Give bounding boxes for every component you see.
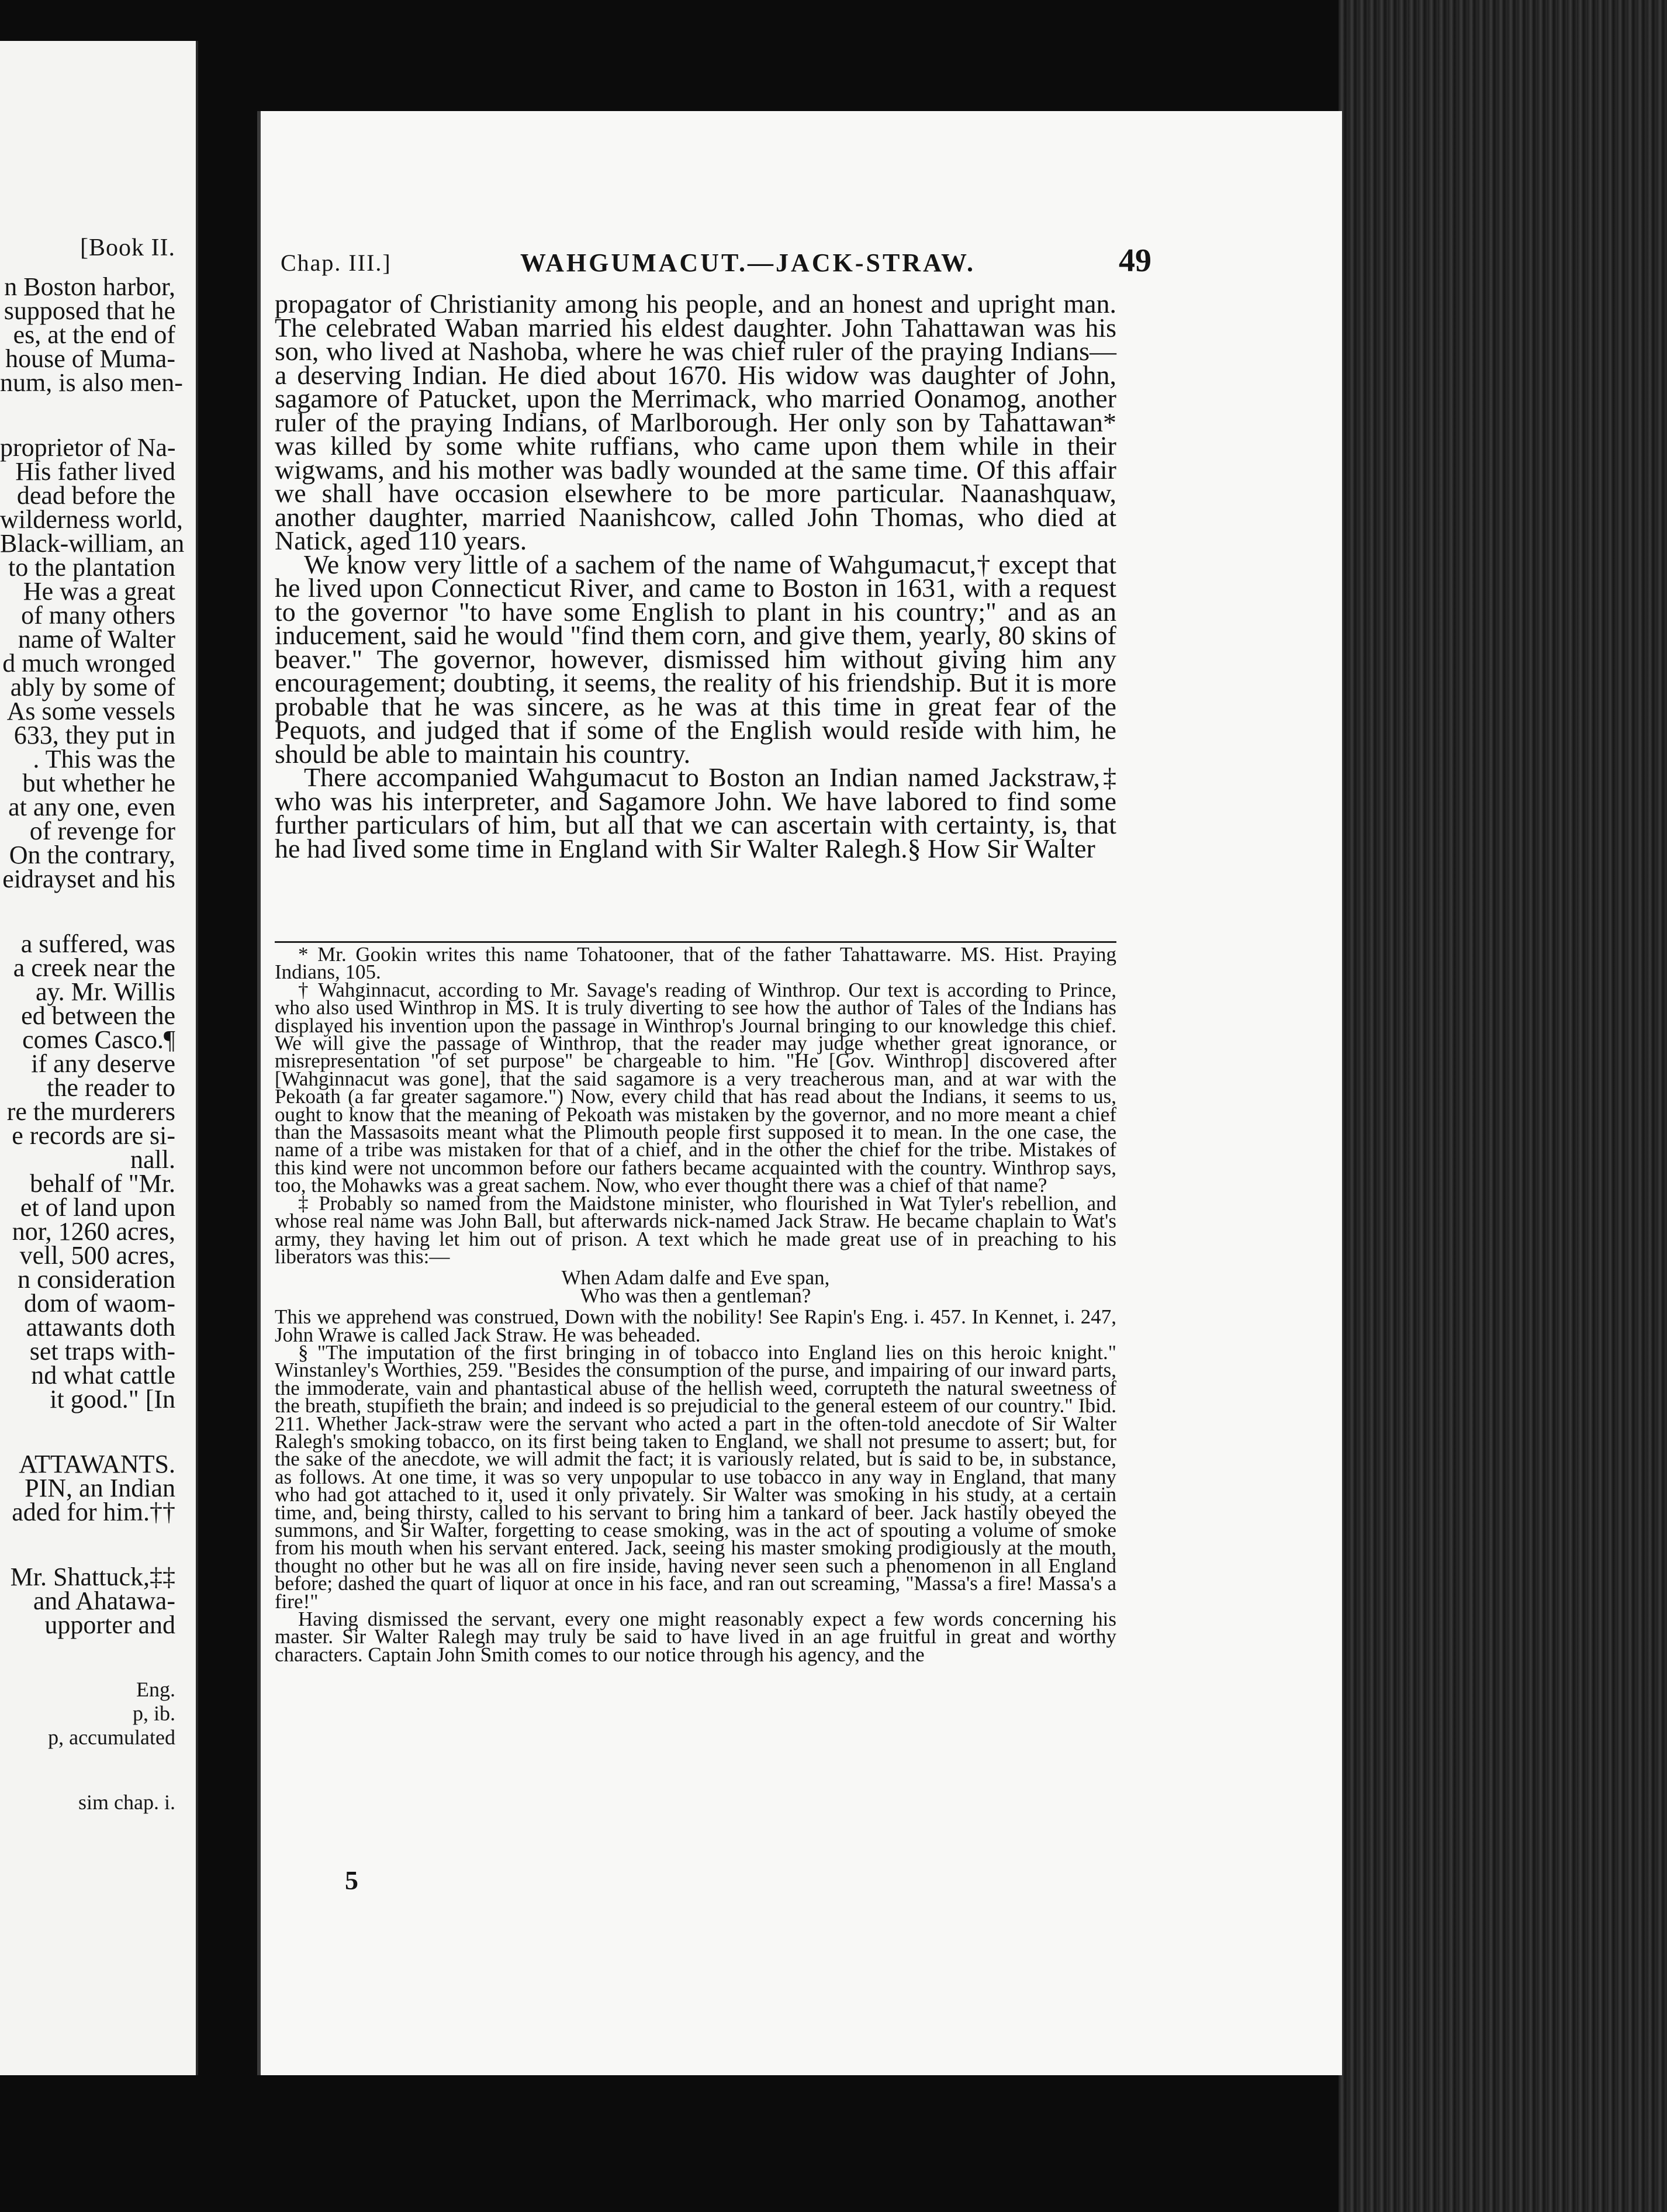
left-page-line [0,1411,175,1452]
left-page-line: set traps with- [29,1337,175,1366]
left-page-line [0,1524,175,1565]
left-page-line: a creek near the [13,953,175,982]
left-page-line: num, is also men- [0,368,183,397]
left-page-line: of revenge for [29,817,175,845]
left-page-line: it good." [In [50,1385,175,1413]
left-page-line: e records are si- [12,1121,175,1150]
signature-mark: 5 [345,1865,358,1895]
left-page-line: wilderness world, [0,505,183,534]
body-text [275,289,1116,863]
left-page [0,41,198,2075]
left-page-line: ay. Mr. Willis [35,977,175,1006]
left-page-line: et of land upon [20,1193,175,1222]
left-page-line: a suffered, was [20,929,175,958]
footnote-continuation: This we apprehend was construed, Down with the nobility! See Rapin's Eng. i. 457. In Kennet, i. 247, John Wrawe is called Jack Straw. He was beheaded. [275,1305,1116,1346]
left-page-line: eidrayset and his [2,865,175,893]
verse-line: Who was then a gentleman? [580,1284,811,1307]
left-page-line: vell, 500 acres, [19,1241,175,1270]
left-page-line: dom of waom- [23,1289,175,1318]
left-page-line: aded for him.†† [12,1498,175,1526]
left-page-line: name of Walter [18,625,175,654]
left-page-line: es, at the end of [13,320,175,349]
chapter-label: Chap. III.] [281,250,392,276]
left-page-line: His father lived [15,457,175,486]
left-page-line [0,395,175,436]
left-page-line: ATTAWANTS. [19,1450,175,1478]
left-page-line: nor, 1260 acres, [12,1217,175,1246]
left-page-line: Eng. [136,1678,175,1701]
verse-line: When Adam dalfe and Eve span, [561,1266,830,1290]
left-page-line: to the plantation [8,553,175,582]
left-page-line: On the contrary, [9,841,175,869]
page-number: 49 [1119,243,1151,279]
left-page-line: dead before the [16,481,175,510]
left-page-line: Black-william, an [0,529,185,558]
left-page-line: d much wronged [2,649,175,678]
left-page-line: n Boston harbor, [4,272,175,301]
left-page-line: behalf of "Mr. [30,1169,175,1198]
left-page-line: of many others [21,601,175,630]
left-page-line [0,1750,175,1791]
left-page-line: 633, they put in [13,721,175,749]
running-title: WAHGUMACUT.—JACK-STRAW. [520,248,976,277]
footnote: § "The imputation of the first bringing in of tobacco into England lies on this heroic knight." Winstanley's Worthies, 259. "Besides the consumption of the purse, and impairing of our inward parts, the immoderate, vain and phantastical abuse of the hellish weed, corrupteth the natural sweetness of the breath, stupifieth the brain; and indeed is so prejudicial to the general esteem of our country." Ibid. 211. Whether Jack-straw were the servant who acted a part in the often-told anecdote of Sir Walter Ralegh's smoking tobacco, on its first being taken to England, we shall not presume to assert; but, for the sake of the anecdote, we will admit the fact; it is variously related, but is said to be, in substance, as follows. At one time, it was so very unpopular to use tobacco in any way in England, that many who had got attached to it, used it only privately. Sir Walter was smoking in his study, at a certain time, and, being thirsty, called to his servant to bring him a tankard of beer. Jack hastily obeyed the summons, and Sir Walter, forgetting to cease smoking, was in the act of spouting a volume of smoke from his mouth when his servant entered. Jack, seeing his master smoking prodigiously at the mouth, thought no other but he was all on fire inside, having never seen such a phenomenon in all England before; dashed the quart of liquor at once in his face, and ran out screaming, "Massa's a fire! Massa's a fire!" [275,1340,1116,1613]
left-page-line: at any one, even [8,793,175,821]
running-header [281,243,1151,292]
left-page-line: the reader to [47,1073,175,1102]
left-page-line: and Ahatawa- [33,1587,175,1615]
left-running-header: [Book II. [80,234,175,261]
left-page-text [0,272,185,1814]
left-page-line: p, accumulated [48,1726,175,1749]
paragraph: There accompanied Wahgumacut to Boston an Indian named Jackstraw,‡ who was his interpreter, and Sagamore John. We have labored to find some further particulars of him, but all that we can ascertain with certainty, is, that he had lived some time in England with Sir Walter Ralegh.§ How Sir Walter [275,762,1116,863]
footnote: Having dismissed the servant, every one might reasonably expect a few words concerning his master. Sir Walter Ralegh may truly be said to have lived in an age fruitful in great and worthy characters. Captain John Smith comes to our notice through his agency, and the [275,1608,1116,1666]
left-page-line: nall. [130,1145,175,1174]
left-page-line: but whether he [22,769,175,797]
left-page-line: Mr. Shattuck,‡‡ [10,1563,175,1591]
verse [275,1266,1116,1307]
left-page-line: . This was the [33,745,175,773]
book-edge [1339,0,1667,2212]
left-page-line: n consideration [17,1265,175,1294]
left-page-line: As some vessels [6,697,175,725]
left-page-line: upporter and [44,1610,175,1639]
left-page-line: p, ib. [132,1702,175,1725]
left-page-line: if any deserve [31,1049,175,1078]
left-page-line: He was a great [23,577,175,606]
left-page-line: supposed that he [4,296,175,325]
left-page-line [0,1637,175,1678]
paragraph: propagator of Christianity among his people, and an honest and upright man. The celebrated Waban married his eldest daughter. John Tahattawan was his son, who lived at Nashoba, where he was chief ruler of the praying Indians—a deserving Indian. He died about 1670. His widow was daughter of John, sagamore of Patucket, upon the Merrimack, who married Oonamog, another ruler of the praying Indians, of Marlborough. Her only son by Tahattawan* was killed by some white ruffians, who came upon them while in their wigwams, and his mother was badly wounded at the same time. Of this affair we shall have occasion elsewhere to be more particular. Naanashquaw, another daughter, married Naanishcow, called John Thomas, who died at Natick, aged 110 years. [275,289,1116,555]
left-page-line: sim chap. i. [78,1791,175,1814]
left-page-line: ed between the [21,1001,175,1030]
left-page-line: nd what cattle [31,1361,175,1390]
footnotes [275,943,1116,1666]
left-page-line: house of Muma- [5,344,175,373]
left-page-line: comes Casco.¶ [22,1025,175,1054]
paragraph: We know very little of a sachem of the name of Wahgumacut,† except that he lived upon Connecticut River, and came to Boston in 1631, with a request to the governor "to have some English to plant in his country;" and as an inducement, said he would "find them corn, and give them, yearly, 80 skins of beaver." The governor, however, dismissed him without giving him any encouragement; doubting, it seems, the reality of his friendship. But it is more probable that he was sincere, as he was at this time in great fear of the Pequots, and judged that if some of the English would reside with him, he should be able to maintain his country. [275,549,1116,769]
footnote: * Mr. Gookin writes this name Tohatooner, that of the father Tahattawarre. MS. Hist. Praying Indians, 105. [275,943,1116,984]
left-page-line: attawants doth [26,1313,175,1342]
footnote: ‡ Probably so named from the Maidstone minister, who flourished in Wat Tyler's rebellion, and whose real name was John Ball, but afterwards nick-named Jack Straw. He became chaplain to Wat's army, they having let him out of prison. A text which he made great use of in preaching to his liberators was this:— [275,1191,1116,1268]
left-page-line: re the murderers [6,1097,175,1126]
left-page-line: PIN, an Indian [25,1474,175,1502]
left-page-line [0,891,175,932]
left-page-line: proprietor of Na- [0,433,176,462]
left-page-line: ably by some of [10,673,175,701]
footnote: † Wahginnacut, according to Mr. Savage's reading of Winthrop. Our text is according to Prince, who also used Winthrop in MS. It is truly diverting to see how the author of Tales of the Indians has displayed his invention upon the passage in Winthrop's Journal bringing to our knowledge this chief. We will give the passage of Winthrop, that the reader may judge whether great ignorance, or misrepresentation "of set purpose" be chargeable to him. "He [Gov. Winthrop] discovered after [Wahginnacut was gone], that the said sagamore is a very treacherous man, and at war with the Pekoath (a far greater sagamore.") Now, every child that has read about the Indians, it seems to us, ought to know that the meaning of Pekoath was mistaken by the governor, and no more meant a chief than the Massasoits meant what the Plimouth people first supposed it to mean. In the one case, the name of a tribe was mistaken for that of a chief, and in the other the chief for the tribe. Mistakes of this kind were not uncommon before our fathers became acquainted with the country. Winthrop says, too, the Mohawks was a great sachem. Now, who ever thought there was a chief of that name? [275,978,1116,1197]
